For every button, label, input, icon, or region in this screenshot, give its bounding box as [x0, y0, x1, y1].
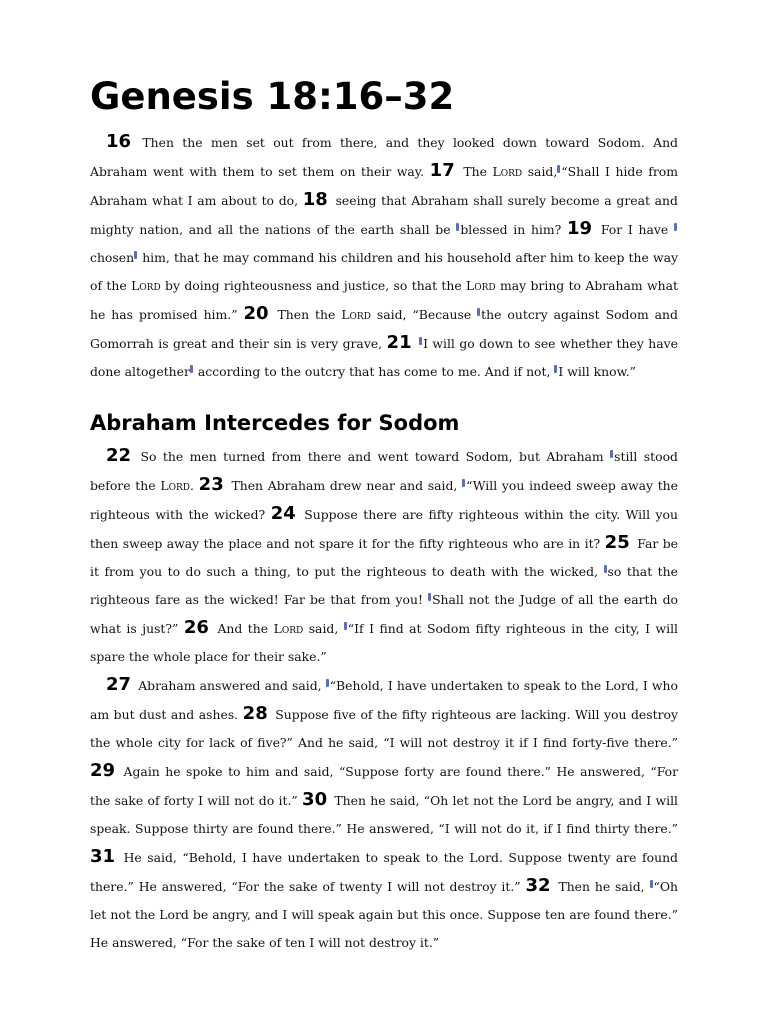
verse-21-text: I will go down to see whether they have done altogether [90, 336, 678, 379]
verse-21-text: I will know.” [558, 364, 637, 379]
verse-20-text: said, “Because [376, 307, 472, 322]
verse-23-text: “Will you indeed sweep away the righteous with the wicked? [90, 478, 678, 522]
verse-31-text: He said, “Behold, I have undertaken to speak to the Lord. Suppose twenty are found there.” He answered, “For the sake of twenty I will not destroy it.” [90, 850, 678, 894]
verse-19-text: him, that he may command his children and his household after him to keep the way of the [90, 250, 678, 293]
footnote-marker-icon[interactable] [428, 593, 431, 601]
verse-27-text: “Behold, I have undertaken to speak to the Lord, I who am but dust and ashes. [90, 678, 678, 722]
verse-number-16: 16 [106, 131, 132, 152]
section-heading: Abraham Intercedes for Sodom [90, 411, 460, 435]
verse-19-text: may bring to Abraham what he has promised him.” [90, 278, 678, 322]
divine-name: Lord [160, 478, 190, 493]
verse-19-text: For I have [600, 222, 669, 237]
verse-number-17: 17 [429, 160, 455, 181]
verse-number-32: 32 [525, 875, 551, 896]
verse-28-text: Suppose five of the fifty righteous are lacking. Will you destroy the whole city for lack of five?” And he said, “I will not destroy it if I find forty-five there.” [90, 707, 678, 750]
verse-number-29: 29 [90, 760, 116, 781]
verse-25-text: Far be it from you to do such a thing, to put the righteous to death with the wicked, [90, 536, 678, 579]
footnote-marker-icon[interactable] [650, 880, 653, 888]
page-title: Genesis 18:16–32 [90, 75, 455, 118]
paragraph-verses-22-26 [90, 442, 678, 671]
verse-number-22: 22 [106, 445, 132, 466]
footnote-marker-icon[interactable] [604, 565, 607, 573]
footnote-marker-icon[interactable] [344, 622, 347, 630]
verse-32-text: “Oh let not the Lord be angry, and I will speak again but this once. Suppose ten are found there.” He answered, “For the sake of ten I will not destroy it.” [90, 879, 678, 950]
document-page [90, 72, 678, 957]
verse-number-26: 26 [183, 617, 209, 638]
footnote-marker-icon[interactable] [190, 365, 193, 373]
verse-20-text: Then the [277, 307, 336, 322]
footnote-marker-icon[interactable] [326, 679, 329, 687]
verse-18-text: seeing that Abraham shall surely become a great and mighty nation, and all the nations of the earth shall be [90, 193, 678, 237]
verse-number-18: 18 [302, 189, 328, 210]
verse-number-24: 24 [270, 503, 296, 524]
footnote-marker-icon[interactable] [456, 223, 459, 231]
divine-name: Lord [131, 278, 161, 293]
verse-20-text: the outcry against Sodom and Gomorrah is great and their sin is very grave, [90, 307, 678, 351]
footnote-marker-icon[interactable] [462, 479, 465, 487]
verse-number-27: 27 [106, 674, 132, 695]
verse-number-31: 31 [90, 846, 116, 867]
verse-number-25: 25 [604, 532, 630, 553]
verse-32-text: Then he said, [558, 879, 645, 894]
verse-26-text: And the [217, 621, 269, 636]
verse-22-text: still stood before the [90, 449, 678, 493]
verse-number-19: 19 [567, 218, 593, 239]
footnote-marker-icon[interactable] [134, 251, 137, 259]
verse-number-20: 20 [243, 303, 269, 324]
paragraph-verses-27-32 [90, 671, 678, 957]
verse-16-text: Then the men set out from there, and they looked down toward Sodom. And Abraham went with them to set them on their way. [90, 135, 678, 179]
footnote-marker-icon[interactable] [477, 308, 480, 316]
footnote-marker-icon[interactable] [610, 450, 613, 458]
footnote-marker-icon[interactable] [674, 223, 677, 231]
verse-21-text: according to the outcry that has come to me. And if not, [197, 364, 551, 379]
verse-18-text: blessed in him? [460, 222, 562, 237]
verse-22-text: So the men turned from there and went toward Sodom, but Abraham [140, 449, 604, 464]
verse-number-30: 30 [302, 789, 328, 810]
verse-19-text: chosen [90, 250, 135, 265]
verse-17-text: The [463, 164, 487, 179]
verse-25-text: Shall not the Judge of all the earth do what is just?” [90, 592, 678, 636]
verse-number-21: 21 [386, 332, 412, 353]
verse-number-28: 28 [242, 703, 268, 724]
footnote-marker-icon[interactable] [557, 165, 560, 173]
verse-25-text: so that the righteous fare as the wicked! Far be that from you! [90, 564, 678, 607]
divine-name: Lord [466, 278, 496, 293]
paragraph-verses-16-21 [90, 128, 678, 386]
verse-19-text: by doing righteousness and justice, so that the [165, 278, 462, 293]
verse-number-23: 23 [198, 474, 224, 495]
footnote-marker-icon[interactable] [554, 365, 557, 373]
divine-name: Lord [492, 164, 523, 179]
verse-23-text: Then Abraham drew near and said, [231, 478, 458, 493]
verse-17-text: “Shall I hide from Abraham what I am about to do, [90, 164, 678, 208]
verse-27-text: Abraham answered and said, [138, 678, 322, 693]
footnote-marker-icon[interactable] [419, 337, 422, 345]
verse-22-text: . [189, 478, 194, 493]
verse-17-text: said, [527, 164, 558, 179]
divine-name: Lord [273, 621, 304, 636]
verse-29-text: Again he spoke to him and said, “Suppose forty are found there.” He answered, “For the sake of forty I will not do it.” [90, 764, 678, 808]
verse-24-text: Suppose there are fifty righteous within the city. Will you then sweep away the place and not spare it for the fifty righteous who are in it? [90, 507, 678, 551]
divine-name: Lord [341, 307, 371, 322]
verse-26-text: said, [308, 621, 339, 636]
verse-30-text: Then he said, “Oh let not the Lord be angry, and I will speak. Suppose thirty are found there.” He answered, “I will not do it, if I find thirty there.” [90, 793, 678, 836]
verse-26-text: “If I find at Sodom fifty righteous in the city, I will spare the whole place for their sake.” [90, 621, 679, 664]
